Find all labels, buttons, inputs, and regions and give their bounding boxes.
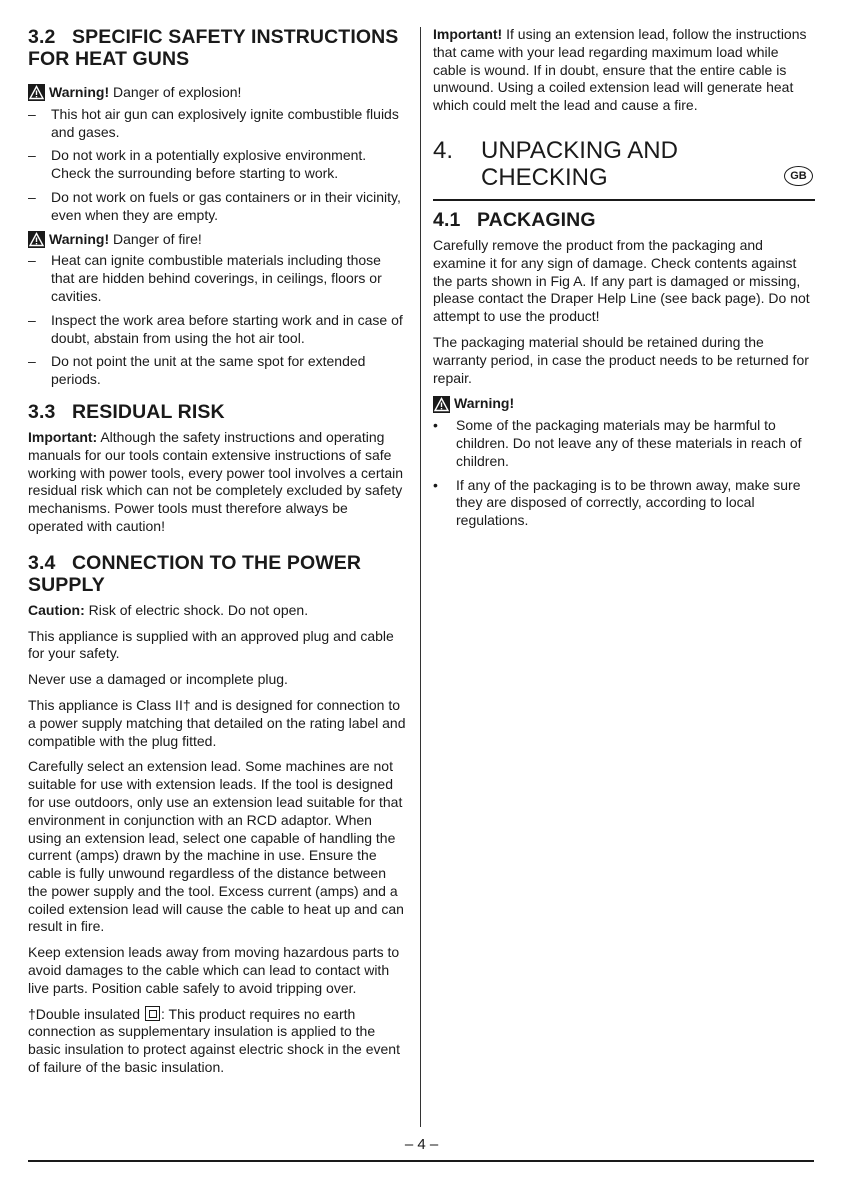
warning-triangle-icon <box>28 84 45 101</box>
double-insulated-icon <box>145 1006 160 1021</box>
residual-risk-text: Important: Although the safety instructions and operating manuals for our tools contain extensive instructions of safe working with power tools, every power tool involves a certain residual risk which can not be completely excluded by safety mechanisms. Power tools must therefore always be operated with caution! <box>28 428 404 534</box>
paragraph: This appliance is supplied with an approved plug and cable for your safety. <box>28 627 394 662</box>
warning-triangle-icon <box>433 396 450 413</box>
left-column <box>28 26 406 1085</box>
footnote-double-insulated: †Double insulated : This product requires no earth connection as supplementary insulation is applied to the basic insulation to protect against electric shock in the event of failure of the basic insulation. <box>28 1005 400 1076</box>
warning-packaging: Warning! <box>433 395 815 413</box>
warning-fire: Warning! Danger of fire! <box>28 231 406 249</box>
paragraph: Never use a damaged or incomplete plug. <box>28 671 288 688</box>
list-item: – Inspect the work area before starting work and in case of doubt, abstain from using the hot air tool. <box>28 311 403 346</box>
paragraph: Carefully select an extension lead. Some machines are not suitable for use with extension leads. If the tool is designed for use outdoors, only use an extension lead suitable for that environment in conjunction with an RCD adaptor. When using an extension lead, select one capable of handling the current (amps) drawn by the machine in use. Ensure the cable is fully unwound regardless of the distance between the power supply and the tool. Excess current (amps) and a coiled extension lead will cause the cable to heat up and can result in fire. <box>28 758 404 935</box>
section-3-4-heading: 3.4 CONNECTION TO THE POWER SUPPLY <box>28 551 362 596</box>
explosion-list <box>28 106 406 225</box>
section-4-heading: 4. UNPACKING AND CHECKING GB <box>433 137 815 191</box>
paragraph: Carefully remove the product from the packaging and examine it for any sign of damage. Check contents against the parts shown in Fig A. If any part is damaged or missing, please contact the Draper Help Line (see back page). Do not attempt to use the product! <box>433 236 810 325</box>
section-3-2-heading: 3.2 SPECIFIC SAFETY INSTRUCTIONS FOR HEAT GUNS <box>28 26 399 70</box>
page-number: – 4 – <box>404 1136 439 1153</box>
list-item: • If any of the packaging is to be thrown away, make sure they are disposed of correctly, according to local regulations. <box>433 476 801 529</box>
extension-lead-note: Important! If using an extension lead, follow the instructions that came with your lead regarding maximum load while cable is wound. If in doubt, ensure that the entire cable is unwound. Using a coiled extension lead will generate heat which could melt the lead and cause a fire. <box>433 26 807 114</box>
list-item: – Do not work on fuels or gas containers or in their vicinity, even when they are empty. <box>28 188 401 223</box>
gb-language-badge: GB <box>784 166 813 186</box>
fire-list <box>28 252 406 389</box>
list-item: – Heat can ignite combustible materials including those that are hidden behind coverings, in ceilings, floors or cavities. <box>28 252 382 304</box>
list-item: – Do not work in a potentially explosive environment. Check the surrounding before starting to work. <box>28 147 367 182</box>
paragraph: The packaging material should be retained during the warranty period, in case the product needs to be returned for repair. <box>433 333 809 386</box>
right-column <box>433 26 815 536</box>
caution-text: Caution: Risk of electric shock. Do not open. <box>28 601 309 618</box>
paragraph: Keep extension leads away from moving hazardous parts to avoid damages to the cable which can lead to contact with live parts. Position cable safely to avoid tripping over. <box>28 944 400 996</box>
list-item: – This hot air gun can explosively ignite combustible fluids and gases. <box>28 105 399 140</box>
warning-explosion: Warning! Danger of explosion! <box>28 84 406 102</box>
column-divider <box>420 27 421 1127</box>
list-item: • Some of the packaging materials may be harmful to children. Do not leave any of these materials in reach of children. <box>433 417 802 469</box>
section-3-3-heading: 3.3 RESIDUAL RISK <box>28 400 225 423</box>
packaging-list <box>433 417 815 530</box>
list-item: – Do not point the unit at the same spot for extended periods. <box>28 353 366 388</box>
paragraph: This appliance is Class II† and is designed for connection to a power supply matching that detailed on the rating label and compatible with the plug fitted. <box>28 696 406 749</box>
warning-triangle-icon <box>28 231 45 248</box>
footer-rule <box>28 1160 814 1162</box>
section-rule <box>433 199 815 201</box>
section-4-1-heading: 4.1 PACKAGING <box>433 208 596 231</box>
